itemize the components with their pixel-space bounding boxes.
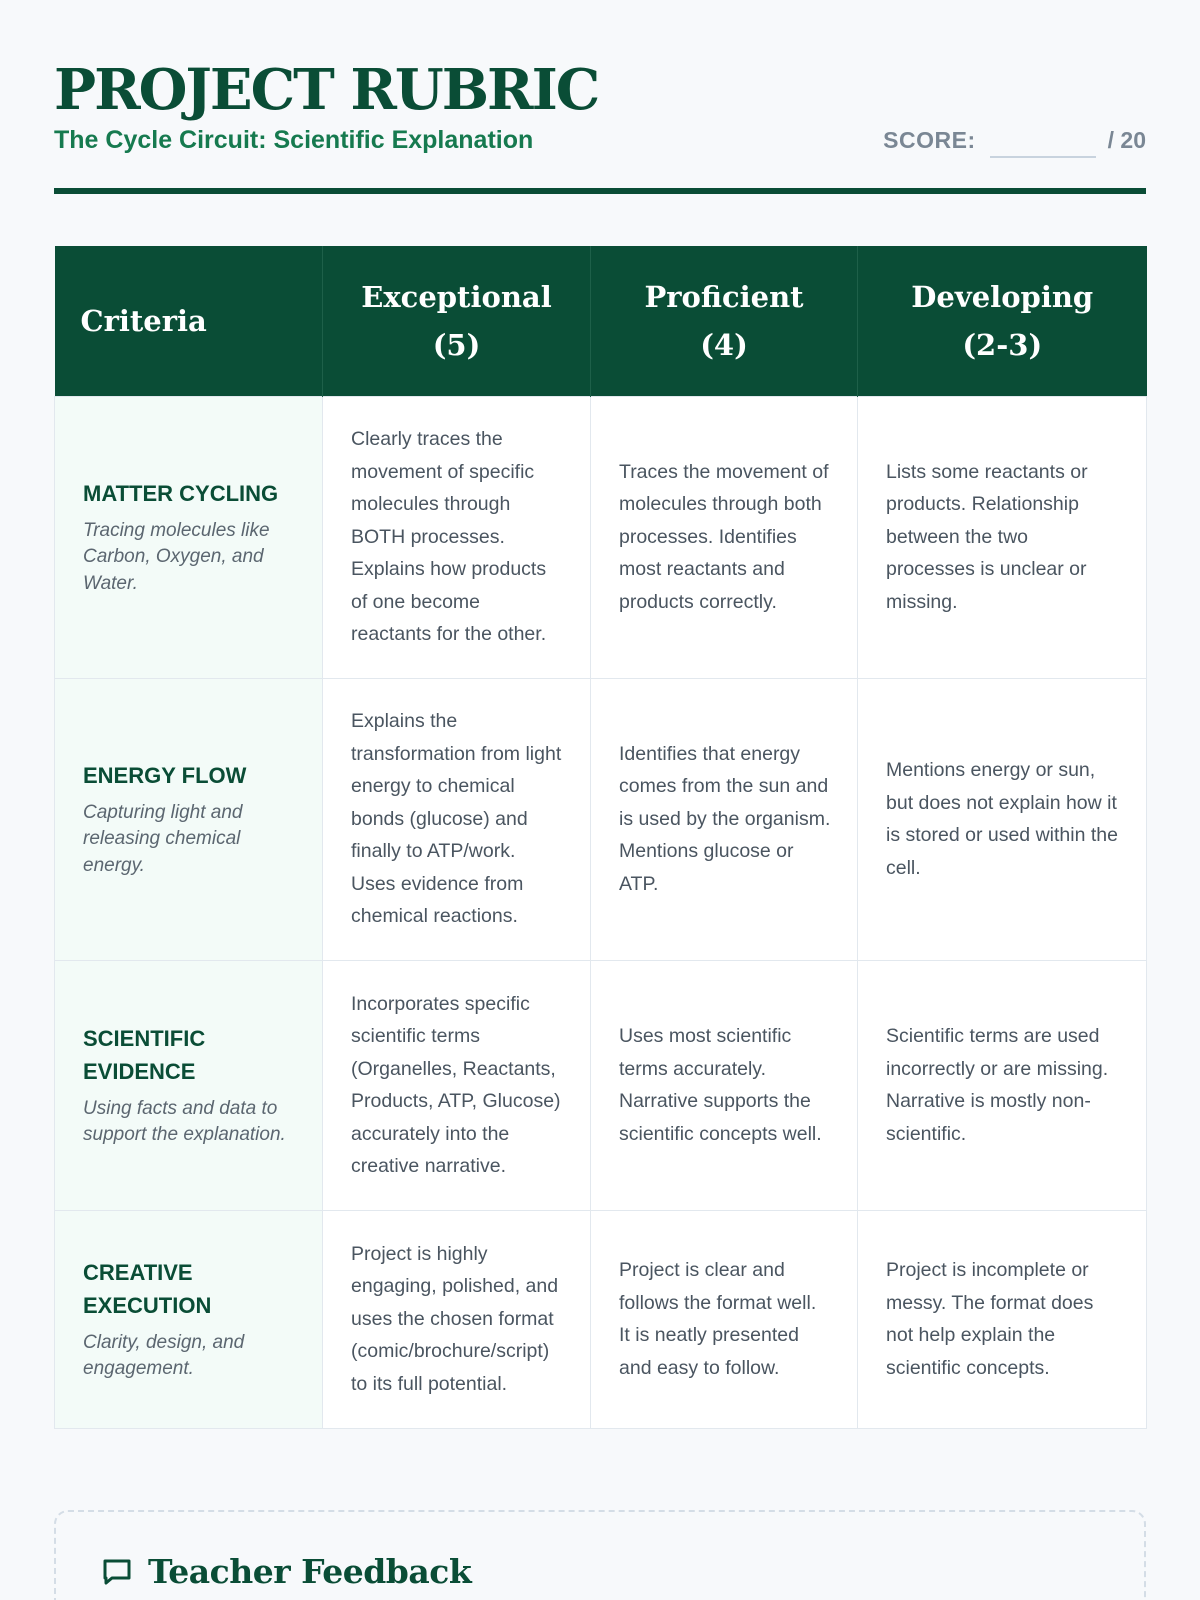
- proficient-cell: Identifies that energy comes from the sun and is used by the organism. Mentions glucose or ATP.: [591, 678, 858, 960]
- score-total: / 20: [1107, 127, 1146, 153]
- proficient-cell: Uses most scientific terms accurately. Narrative supports the scientific concepts well.: [591, 960, 858, 1210]
- page-header: [54, 0, 1146, 194]
- teacher-feedback-box[interactable]: [54, 1510, 1146, 1600]
- developing-cell: Lists some reactants or products. Relationship between the two processes is unclear or missing.: [858, 396, 1147, 678]
- header-proficient: Proficient (4): [591, 246, 858, 396]
- criteria-description: Tracing molecules like Carbon, Oxygen, and Water.: [83, 519, 270, 594]
- criteria-cell: [55, 960, 323, 1210]
- criteria-description: Capturing light and releasing chemical energy.: [83, 801, 243, 876]
- rubric-table: [54, 246, 1147, 1429]
- criteria-description: Using facts and data to support the explanation.: [83, 1097, 286, 1145]
- speech-bubble-icon: [100, 1555, 134, 1589]
- header-exceptional: Exceptional (5): [323, 246, 591, 396]
- table-row: [55, 678, 1147, 960]
- criteria-description: Clarity, design, and engagement.: [83, 1331, 245, 1379]
- table-header-row: [55, 246, 1147, 396]
- header-criteria: Criteria: [55, 246, 323, 396]
- exceptional-cell: Explains the transformation from light energy to chemical bonds (glucose) and finally to ATP/work. Uses evidence from chemical reactions.: [323, 678, 591, 960]
- criteria-title: ENERGY FLOW: [83, 762, 247, 788]
- score-box: [883, 122, 1146, 158]
- feedback-header: [100, 1552, 1100, 1591]
- exceptional-cell: Project is highly engaging, polished, and uses the chosen format (comic/brochure/script) to its full potential.: [323, 1210, 591, 1428]
- developing-cell: Mentions energy or sun, but does not explain how it is stored or used within the cell.: [858, 678, 1147, 960]
- criteria-cell: [55, 678, 323, 960]
- developing-cell: Scientific terms are used incorrectly or are missing. Narrative is mostly non-scientific.: [858, 960, 1147, 1210]
- criteria-title: SCIENTIFIC EVIDENCE: [83, 1025, 206, 1084]
- page-title: PROJECT RUBRIC: [54, 57, 599, 123]
- exceptional-cell: Clearly traces the movement of specific molecules through BOTH processes. Explains how products of one become reactants for the other.: [323, 396, 591, 678]
- proficient-cell: Traces the movement of molecules through both processes. Identifies most reactants and products correctly.: [591, 396, 858, 678]
- table-row: [55, 1210, 1147, 1428]
- criteria-cell: [55, 1210, 323, 1428]
- exceptional-cell: Incorporates specific scientific terms (Organelles, Reactants, Products, ATP, Glucose) accurately into the creative narrative.: [323, 960, 591, 1210]
- score-input-line[interactable]: [990, 122, 1096, 158]
- criteria-cell: [55, 396, 323, 678]
- criteria-title: MATTER CYCLING: [83, 480, 279, 506]
- table-row: [55, 960, 1147, 1210]
- developing-cell: Project is incomplete or messy. The format does not help explain the scientific concepts.: [858, 1210, 1147, 1428]
- page-subtitle: The Cycle Circuit: Scientific Explanation: [54, 126, 534, 154]
- score-label: SCORE:: [883, 127, 976, 153]
- table-row: [55, 396, 1147, 678]
- feedback-title: Teacher Feedback: [148, 1552, 472, 1591]
- proficient-cell: Project is clear and follows the format well. It is neatly presented and easy to follow.: [591, 1210, 858, 1428]
- header-developing: Developing (2-3): [858, 246, 1147, 396]
- criteria-title: CREATIVE EXECUTION: [83, 1259, 212, 1318]
